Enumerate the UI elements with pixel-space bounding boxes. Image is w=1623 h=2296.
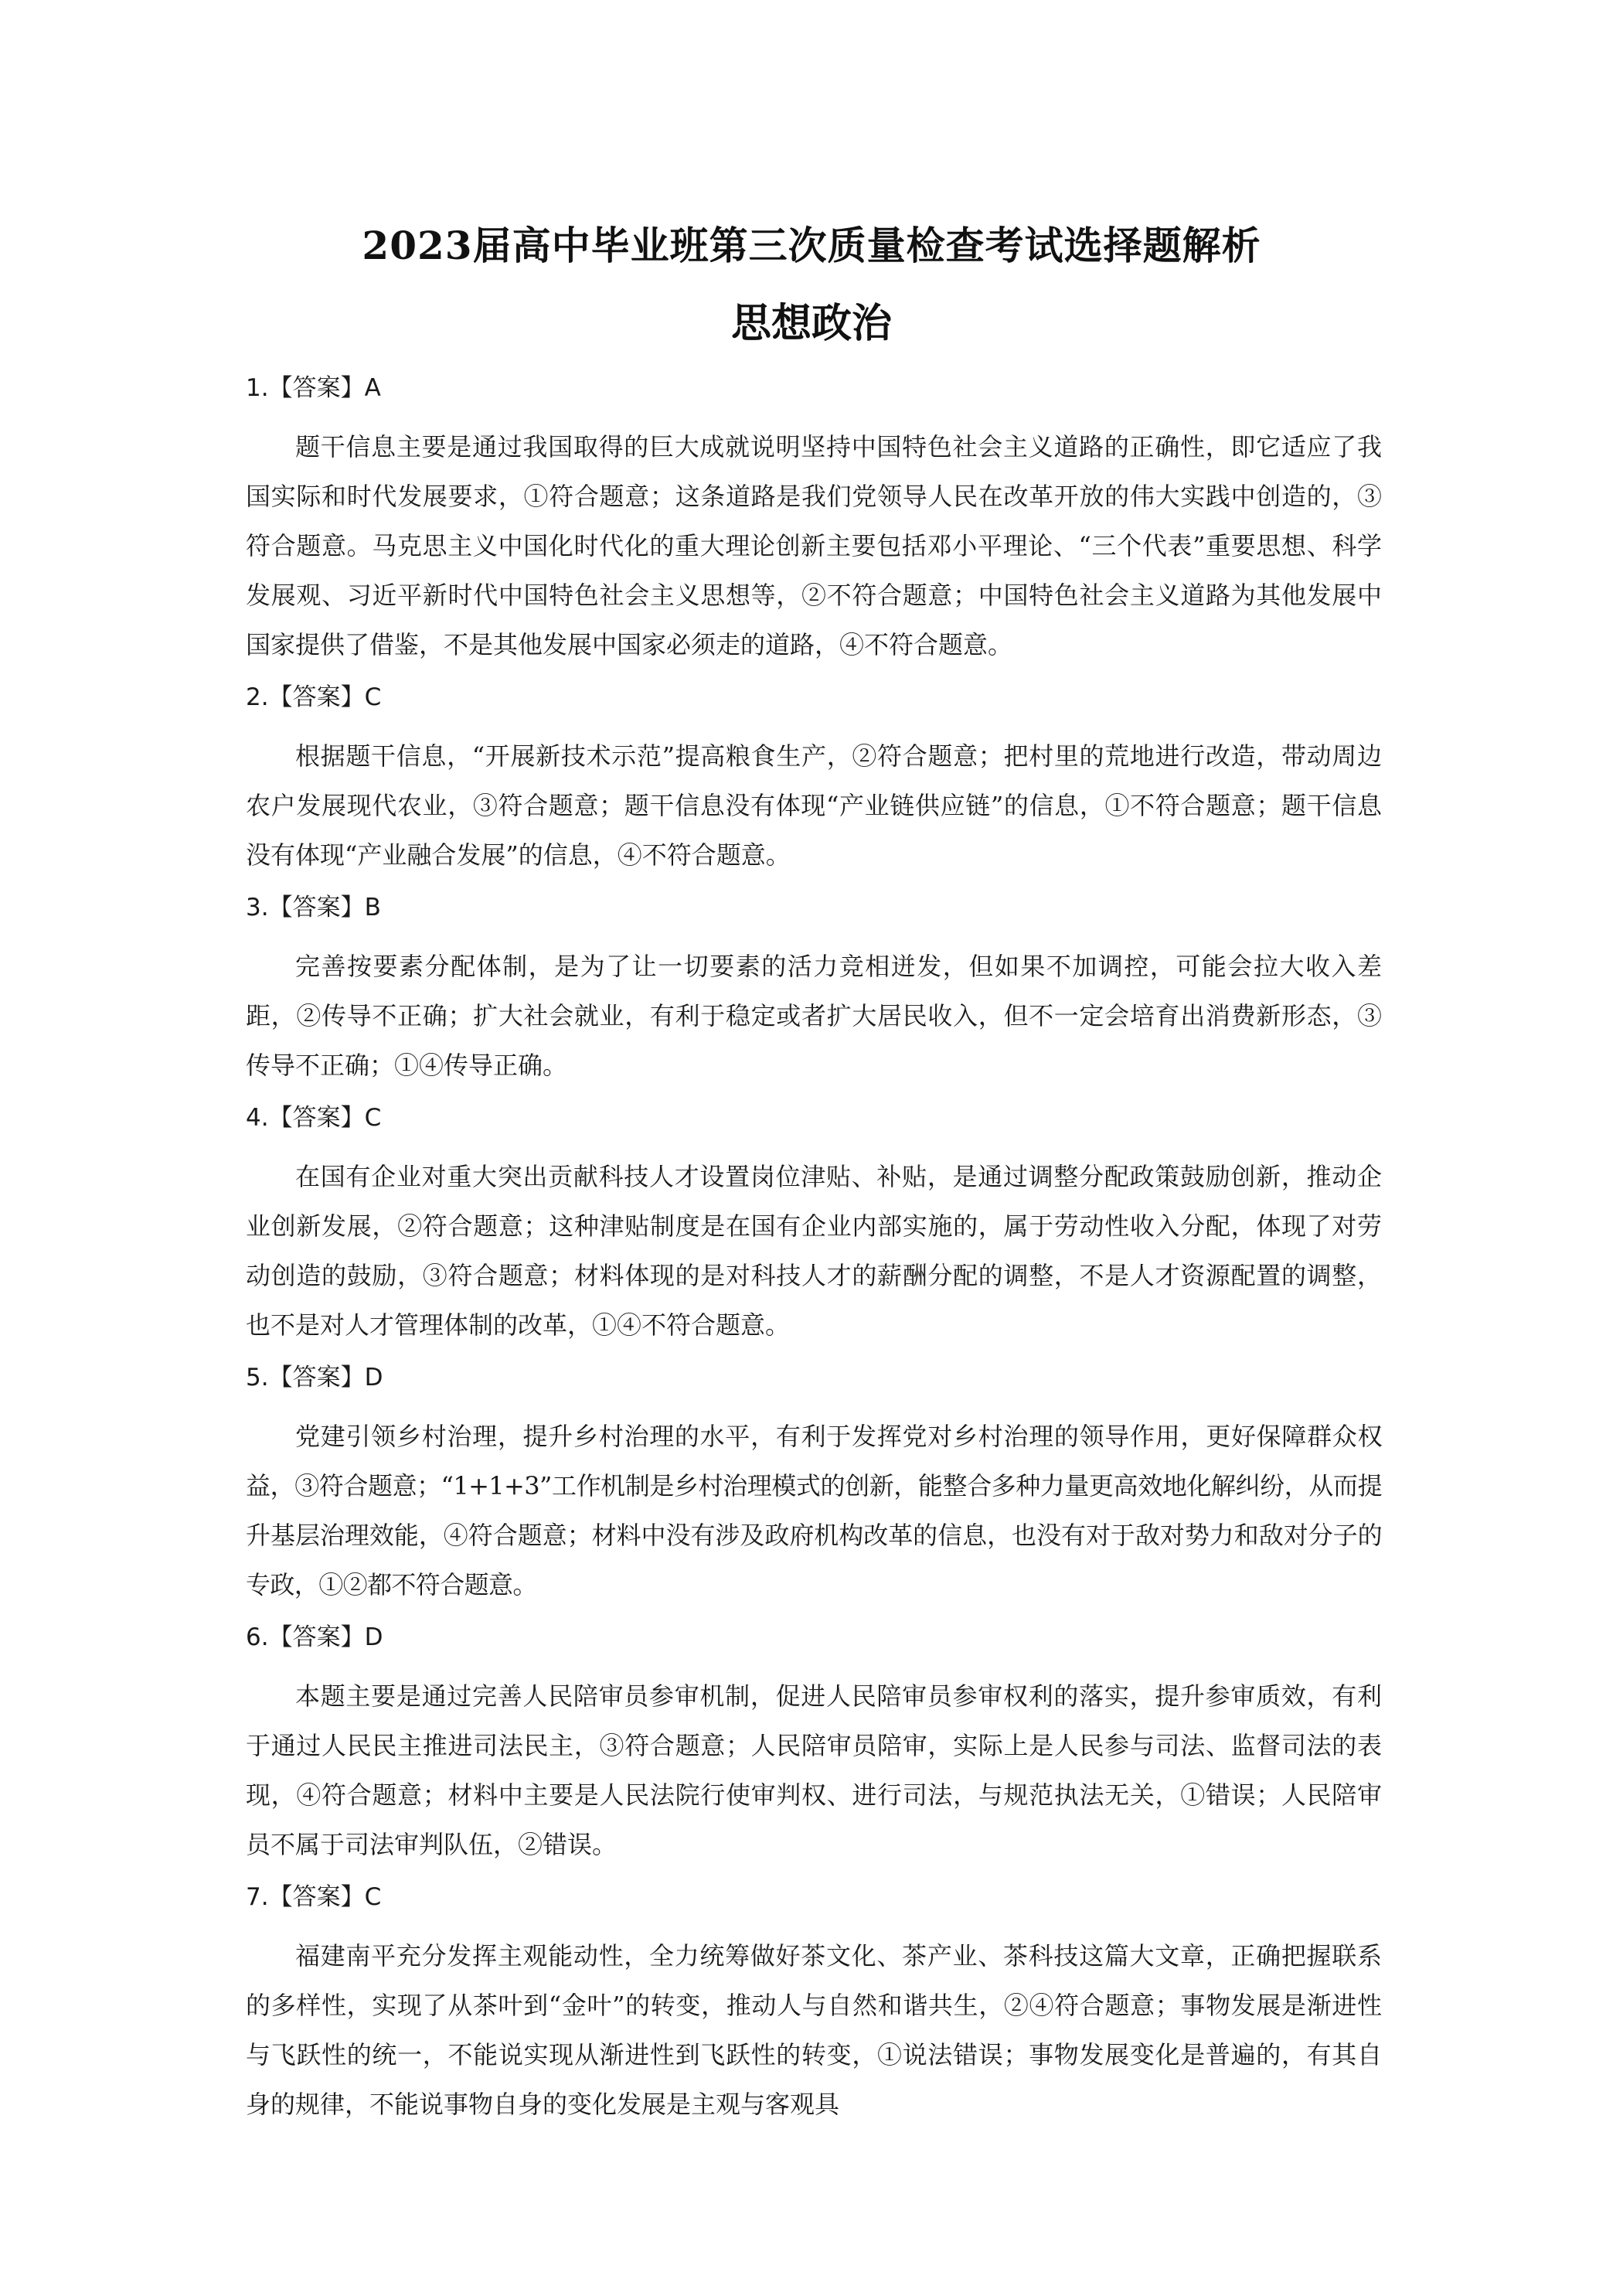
answer-label-3: 3.【答案】B: [246, 894, 381, 921]
answer-label-6: 6.【答案】D: [246, 1623, 383, 1651]
answer-label-4: 4.【答案】C: [246, 1104, 382, 1132]
answer-label-5: 5.【答案】D: [246, 1364, 383, 1392]
answer-explanation-4: 在国有企业对重大突出贡献科技人才设置岗位津贴、补贴，是通过调整分配政策鼓励创新，推动企业创新发展，②符合题意；这种津贴制度是在国有企业内部实施的，属于劳动性收入分配，体现了对劳动创造的鼓励，③符合题意；材料体现的是对科技人才的薪酬分配的调整，不是人才资源配置的调整，也不是对人才管理体制的改革，①④不符合题意。: [246, 1162, 1382, 1340]
answer-explanation-7: 福建南平充分发挥主观能动性，全力统筹做好茶文化、茶产业、茶科技这篇大文章，正确把握联系的多样性，实现了从茶叶到“金叶”的转变，推动人与自然和谐共生，②④符合题意；事物发展是渐进性与飞跃性的统一，不能说实现从渐进性到飞跃性的转变，①说法错误；事物发展变化是普遍的，有其自身的规律，不能说事物自身的变化发展是主观与客观具: [246, 1941, 1382, 2119]
answer-list: [246, 373, 1382, 2141]
answer-label-2: 2.【答案】C: [246, 683, 382, 711]
answer-explanation-3: 完善按要素分配体制，是为了让一切要素的活力竞相迸发，但如果不加调控，可能会拉大收入差距，②传导不正确；扩大社会就业，有利于稳定或者扩大居民收入，但不一定会培育出消费新形态，③传导不正确；①④传导正确。: [246, 952, 1382, 1080]
answer-explanation-2: 根据题干信息，“开展新技术示范”提高粮食生产，②符合题意；把村里的荒地进行改造，带动周边农户发展现代农业，③符合题意；题干信息没有体现“产业链供应链”的信息，①不符合题意；题干信息没有体现“产业融合发展”的信息，④不符合题意。: [246, 741, 1382, 870]
document-title: 2023届高中毕业班第三次质量检查考试选择题解析: [362, 223, 1261, 268]
answer-label-1: 1.【答案】A: [246, 374, 381, 402]
answer-explanation-5: 党建引领乡村治理，提升乡村治理的水平，有利于发挥党对乡村治理的领导作用，更好保障群众权益，③符合题意；“1+1+3”工作机制是乡村治理模式的创新，能整合多种力量更高效地化解纠纷，从而提升基层治理效能，④符合题意；材料中没有涉及政府机构改革的信息，也没有对于敌对势力和敌对分子的专政，①②都不符合题意。: [246, 1422, 1382, 1599]
answer-explanation-6: 本题主要是通过完善人民陪审员参审机制，促进人民陪审员参审权利的落实，提升参审质效，有利于通过人民民主推进司法民主，③符合题意；人民陪审员陪审，实际上是人民参与司法、监督司法的表现，④符合题意；材料中主要是人民法院行使审判权、进行司法，与规范执法无关，①错误；人民陪审员不属于司法审判队伍，②错误。: [246, 1681, 1382, 1859]
subject-title: 思想政治: [730, 300, 892, 347]
answer-explanation-1: 题干信息主要是通过我国取得的巨大成就说明坚持中国特色社会主义道路的正确性，即它适应了我国实际和时代发展要求，①符合题意；这条道路是我们党领导人民在改革开放的伟大实践中创造的，③符合题意。马克思主义中国化时代化的重大理论创新主要包括邓小平理论、“三个代表”重要思想、科学发展观、习近平新时代中国特色社会主义思想等，②不符合题意；中国特色社会主义道路为其他发展中国家提供了借鉴，不是其他发展中国家必须走的道路，④不符合题意。: [246, 432, 1382, 659]
answer-label-7: 7.【答案】C: [246, 1883, 382, 1911]
